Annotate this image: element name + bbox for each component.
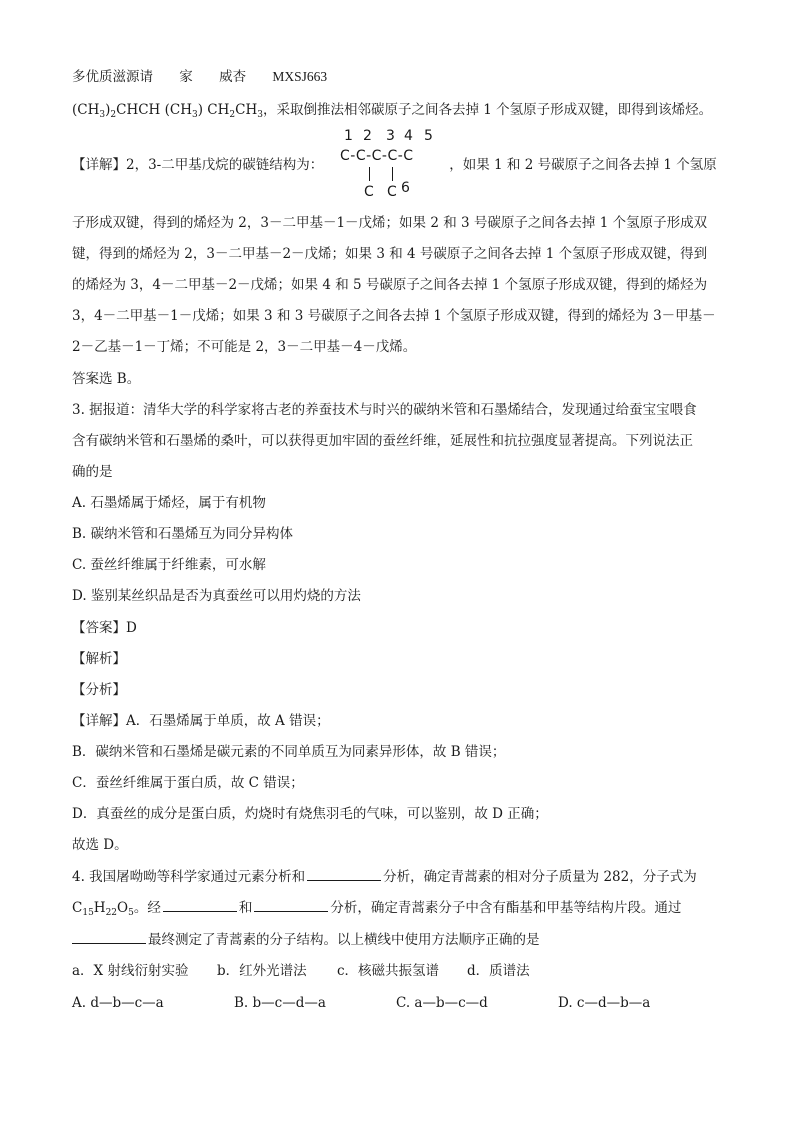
method-c: c．核磁共振氢谱 [337,963,440,979]
formula-part: (CH [72,102,100,118]
answer-value: D [126,620,137,636]
header-part-4: MXSJ663 [272,69,328,84]
formula-sub: 3 [192,110,198,120]
q3-detail-a [72,712,330,730]
q4-text: 分析，确定青蒿素的相对分子质量为 282，分子式为 [383,869,697,885]
fill-blank-1 [307,868,381,881]
chain-number-5: 5 [424,128,433,144]
chain-main: C-C-C-C-C [340,148,414,164]
header-part-2: 家 [179,69,193,85]
detail-2-line-3: 键，得到的烯烃为 2，3－二甲基－2－戊烯；如果 3 和 4 号碳原子之间各去掉 1 个氢原子形成双键，得到 [72,246,708,262]
formula-sub: 3 [257,110,263,120]
fill-blank-3 [254,899,328,912]
q3-answer [72,619,137,637]
chain-number-2: 2 [363,128,372,144]
formula-o: O [117,900,129,916]
q4-option-c: C. a—b—c—d [396,995,488,1011]
q4-text: 最终测定了青蒿素的分子结构。以上横线中使用方法顺序正确的是 [148,932,540,948]
q3-stem-line-1: 3. 据报道：清华大学的科学家将古老的养蚕技术与时兴的碳纳米管和石墨烯结合，发现通过给蚕宝宝喂食 [72,402,697,418]
q3-detail-d: D．真蚕丝的成分是蛋白质，灼烧时有烧焦羽毛的气味，可以鉴别，故 D 正确； [72,806,548,822]
chain-number-4: 4 [404,128,413,144]
method-a: a．X 射线衍射实验 [72,963,189,979]
q3-analysis-tag: 【解析】 [72,651,126,667]
answer-tag: 【答案】 [72,620,126,636]
q4-option-b: B. b—c—d—a [234,995,326,1011]
q4-option-a: A. d—b—c—a [72,995,164,1011]
formula-part: ) CH [197,102,230,118]
q3-option-b: B. 碳纳米管和石墨烯互为同分异构体 [72,526,294,542]
detail-after: ，如果 1 和 2 号碳原子之间各去掉 1 个氢原 [449,157,717,173]
q4-text: 和 [238,900,253,916]
formula-sub: 2 [110,110,117,120]
chain-number-6: 6 [401,180,410,196]
q4-stem-line-1 [72,868,697,886]
detail-tag: 【详解】 [72,713,126,729]
formula-sub: 15 [82,908,94,918]
fill-blank-4 [72,931,146,944]
detail-2-line-1 [72,156,717,174]
page-header [72,68,349,86]
answer-2: 答案选 B。 [72,371,141,387]
q4-text: 分析，确定青蒿素分子中含有酯基和甲基等结构片段。通过 [330,900,682,916]
q3-stem-line-2: 含有碳纳米管和石墨烯的桑叶，可以获得更加牢固的蚕丝纤维，延展性和抗拉强度显著提高。下列说法正 [72,433,693,449]
q3-option-d: D. 鉴别某丝织品是否为真蚕丝可以用灼烧的方法 [72,588,361,604]
q4-text: 。经 [133,900,161,916]
chain-branch-c1: C [364,184,374,200]
method-b: b．红外光谱法 [217,963,307,979]
method-d: d．质谱法 [467,963,530,979]
detail-2-line-2: 子形成双键，得到的烯烃为 2，3－二甲基－1－戊烯；如果 2 和 3 号碳原子之间各去掉 1 个氢原子形成双 [72,215,708,231]
formula-part: CH [235,102,258,118]
q4-options [72,994,650,1012]
chain-number-1: 1 [344,128,353,144]
formula-sub: 22 [105,908,118,918]
q3-fenxi-tag: 【分析】 [72,682,126,698]
detail-text: A．石墨烯属于单质，故 A 错误； [126,713,330,729]
q4-option-d: D. c—d—b—a [558,995,651,1011]
chain-number-3: 3 [386,128,395,144]
formula-part: CHCH (CH [116,102,192,118]
detail-lead: 2，3-二甲基戊烷的碳链结构为： [126,157,324,173]
formula-sub: 5 [128,908,134,918]
formula-c: C [72,900,83,916]
chain-branch-c2: C [387,184,397,200]
formula-sub: 2 [229,110,236,120]
detail-2-line-6: 2－乙基－1－丁烯；不可能是 2，3－二甲基－4－戊烯。 [72,339,417,355]
q4-stem-line-3 [72,931,540,949]
q3-stem-line-3: 确的是 [72,464,113,480]
q3-detail-c: C．蚕丝纤维属于蛋白质，故 C 错误； [72,775,304,791]
q3-choose: 故选 D。 [72,837,128,853]
q4-methods [72,962,530,980]
formula-explanation: ，采取倒推法相邻碳原子之间各去掉 1 个氢原子形成双键，即得到该烯烃。 [262,102,713,118]
q3-detail-b: B．碳纳米管和石墨烯是碳元素的不同单质互为同素异形体，故 B 错误； [72,744,506,760]
detail-2-line-5: 3，4－二甲基－1－戊烯；如果 3 和 3 号碳原子之间各去掉 1 个氢原子形成双键，得到的烯烃为 3－甲基－ [72,308,716,324]
detail-2-line-4: 的烯烃为 3，4－二甲基－2－戊烯；如果 4 和 5 号碳原子之间各去掉 1 个氢原子形成双键，得到的烯烃为 [72,277,708,293]
q3-option-a: A. 石墨烯属于烯烃，属于有机物 [72,495,266,511]
formula-sub: 3 [99,110,106,120]
detail-tag: 【详解】 [72,157,126,173]
q4-stem-line-2 [72,899,681,917]
q4-text: 4. 我国屠呦呦等科学家通过元素分析和 [72,869,306,885]
header-part-3: 威杏 [219,69,247,85]
formula-line: $(CH_3)_2CHCH$ $(CH_3)$ $CH_2CH_3$，采取倒推法相邻碳原子之间各去掉 1 个氢原子形成双键，即得到该烯烃。 [72,102,713,120]
header-part-1: 多优质滋源请 [72,69,153,85]
formula-h: H [93,900,106,916]
q3-option-c: C. 蚕丝纤维属于纤维素，可水解 [72,557,266,573]
fill-blank-2 [163,899,237,912]
